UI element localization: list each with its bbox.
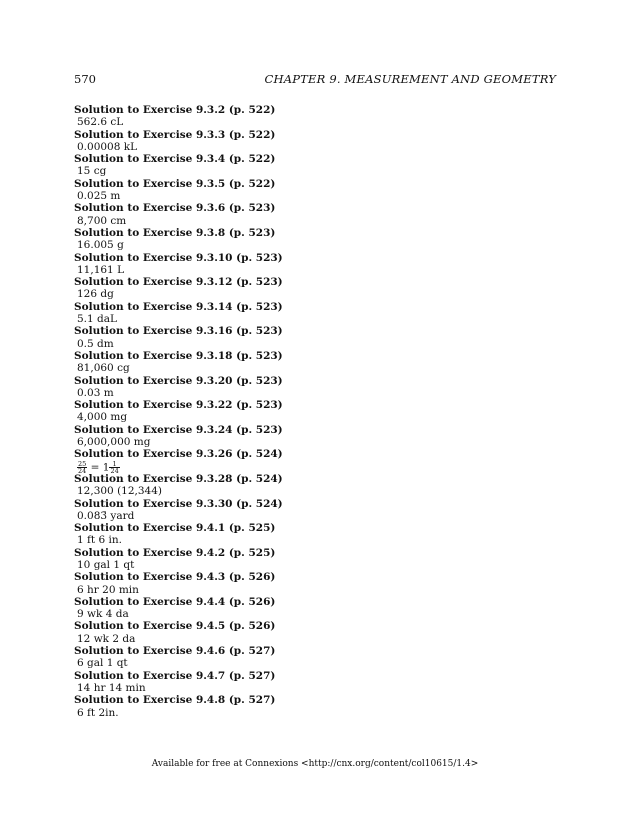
fraction <box>109 461 119 474</box>
solution-item <box>74 596 374 621</box>
solution-item <box>74 620 374 645</box>
solution-item <box>74 276 374 301</box>
solution-answer: 9 wk 4 da <box>77 608 129 621</box>
solution-item <box>74 153 374 178</box>
solution-answer-fraction <box>74 461 374 474</box>
solution-title: Solution to Exercise 9.3.30 (p. 524) <box>74 497 283 510</box>
solution-item <box>74 178 374 203</box>
solution-title: Solution to Exercise 9.4.7 (p. 527) <box>74 669 276 682</box>
solution-title: Solution to Exercise 9.3.26 (p. 524) <box>74 448 283 461</box>
solution-title: Solution to Exercise 9.3.5 (p. 522) <box>74 177 276 190</box>
page-number: 570 <box>74 72 96 86</box>
solution-answer: 15 cg <box>77 165 107 178</box>
solution-item <box>74 227 374 252</box>
chapter-title: CHAPTER 9. MEASUREMENT AND GEOMETRY <box>264 72 556 86</box>
solution-answer: 5.1 daL <box>77 313 117 326</box>
solution-item <box>74 424 374 449</box>
solution-title: Solution to Exercise 9.3.14 (p. 523) <box>74 300 283 313</box>
solution-item <box>74 129 374 154</box>
solution-title: Solution to Exercise 9.4.5 (p. 526) <box>74 620 276 633</box>
solution-answer: 6,000,000 mg <box>77 436 151 449</box>
solution-item <box>74 202 374 227</box>
solution-title: Solution to Exercise 9.3.18 (p. 523) <box>74 349 283 362</box>
solution-answer: 14 hr 14 min <box>77 681 146 694</box>
solution-answer: 6 hr 20 min <box>77 583 139 596</box>
solution-answer: 6 ft 2in. <box>77 706 119 719</box>
solution-title: Solution to Exercise 9.3.20 (p. 523) <box>74 374 283 387</box>
solution-answer: 8,700 cm <box>77 214 127 227</box>
solution-answer: 6 gal 1 qt <box>77 657 128 670</box>
solution-item <box>74 448 374 473</box>
solution-title: Solution to Exercise 9.3.8 (p. 523) <box>74 226 276 239</box>
solution-title: Solution to Exercise 9.4.3 (p. 526) <box>74 571 276 584</box>
solution-item <box>74 694 374 719</box>
solution-item <box>74 104 374 129</box>
solution-item <box>74 473 374 498</box>
solution-title: Solution to Exercise 9.4.1 (p. 525) <box>74 522 276 535</box>
page-footer: Available for free at Connexions <http://cnx.org/content/col10615/1.4> <box>151 759 479 769</box>
solution-answer: 126 dg <box>77 288 114 301</box>
solution-item <box>74 301 374 326</box>
solution-item <box>74 571 374 596</box>
solution-answer: 12 wk 2 da <box>77 632 136 645</box>
solution-title: Solution to Exercise 9.3.12 (p. 523) <box>74 276 283 289</box>
fraction-numerator: 1 <box>109 461 119 468</box>
solution-title: Solution to Exercise 9.3.22 (p. 523) <box>74 399 283 412</box>
solutions-list <box>74 104 374 719</box>
solution-title: Solution to Exercise 9.3.3 (p. 522) <box>74 128 276 141</box>
page-header <box>74 72 556 90</box>
solution-answer: 11,161 L <box>77 263 125 276</box>
solution-answer: 1 ft 6 in. <box>77 534 122 547</box>
solution-title: Solution to Exercise 9.4.6 (p. 527) <box>74 645 276 658</box>
solution-item <box>74 498 374 523</box>
solution-title: Solution to Exercise 9.4.4 (p. 526) <box>74 595 276 608</box>
solution-title: Solution to Exercise 9.4.8 (p. 527) <box>74 694 276 707</box>
solution-title: Solution to Exercise 9.3.6 (p. 523) <box>74 202 276 215</box>
solution-answer: 81,060 cg <box>77 362 130 375</box>
solution-answer: 0.5 dm <box>77 337 114 350</box>
solution-title: Solution to Exercise 9.3.16 (p. 523) <box>74 325 283 338</box>
solution-answer: 4,000 mg <box>77 411 128 424</box>
solution-item <box>74 252 374 277</box>
solution-title: Solution to Exercise 9.3.2 (p. 522) <box>74 104 276 116</box>
solution-title: Solution to Exercise 9.3.24 (p. 523) <box>74 423 283 436</box>
fraction-denominator: 24 <box>78 466 87 475</box>
fraction <box>77 461 87 474</box>
solution-item <box>74 375 374 400</box>
solution-title: Solution to Exercise 9.3.4 (p. 522) <box>74 153 276 166</box>
solution-answer: 12,300 (12,344) <box>77 485 163 498</box>
solution-answer: 10 gal 1 qt <box>77 558 135 571</box>
fraction-numerator: 25 <box>78 459 87 468</box>
solution-title: Solution to Exercise 9.3.10 (p. 523) <box>74 251 283 264</box>
solution-item <box>74 325 374 350</box>
solution-title: Solution to Exercise 9.4.2 (p. 525) <box>74 546 276 559</box>
solution-answer: 0.00008 kL <box>77 140 138 153</box>
solution-item <box>74 399 374 424</box>
solution-answer: 16.005 g <box>77 239 124 252</box>
solution-item <box>74 645 374 670</box>
equals-text: = 1 <box>87 461 110 474</box>
solution-item <box>74 350 374 375</box>
solution-title: Solution to Exercise 9.3.28 (p. 524) <box>74 472 283 485</box>
fraction-denominator: 24 <box>110 466 119 475</box>
solution-item <box>74 670 374 695</box>
solution-answer: 0.025 m <box>77 190 121 203</box>
solution-answer: 0.03 m <box>77 386 114 399</box>
solution-answer: 562.6 cL <box>77 116 124 129</box>
solution-answer: 0.083̄ yard <box>77 509 135 522</box>
solution-item <box>74 547 374 572</box>
solution-item <box>74 522 374 547</box>
